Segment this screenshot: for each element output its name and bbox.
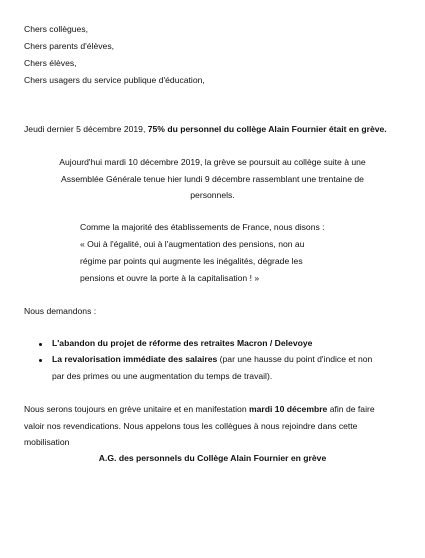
demand-item-2-bold: La revalorisation immédiate des salaires (52, 354, 218, 364)
demand-item-1-bold: L'abandon du projet de réforme des retraites Macron / Delevoye (52, 338, 313, 348)
quote-line-2: « Oui à l'égalité, oui à l'augmentation des pensions, non au (80, 239, 305, 249)
strike-line-prefix: Jeudi dernier 5 décembre 2019, (24, 124, 148, 134)
quote-line-3: régime par points qui augmente les inégalités, dégrade les (80, 256, 303, 266)
demand-item-2-continuation: par des primes ou une augmentation du temps de travail). (52, 371, 273, 381)
demand-item-2-text: (par une hausse du point d'indice et non (217, 354, 373, 364)
greeting-line-1: Chers collègues, (24, 24, 89, 34)
closing-line-3: mobilisation (24, 437, 70, 447)
demand-item-2 (52, 354, 372, 365)
demands-heading: Nous demandons : (24, 306, 97, 316)
closing-line-1-bold: mardi 10 décembre (249, 404, 328, 414)
greeting-line-4: Chers usagers du service publique d'éducation, (24, 75, 205, 85)
today-line-3: personnels. (190, 190, 235, 200)
closing-line-2: valoir nos revendications. Nous appelons tous les collègues à nous rejoindre dans cette (24, 421, 358, 431)
greeting-line-2: Chers parents d'élèves, (24, 41, 115, 51)
today-line-2: Assemblée Générale tenue hier lundi 9 décembre rassemblant une trentaine de (61, 174, 364, 184)
today-line-1: Aujourd'hui mardi 10 décembre 2019, la grève se poursuit au collège suite à une (59, 157, 366, 167)
bullet-icon (39, 343, 42, 346)
strike-line (24, 124, 387, 135)
closing-line-1 (24, 404, 375, 415)
closing-line-1-prefix: Nous serons toujours en grève unitaire et en manifestation (24, 404, 249, 414)
demand-item-1 (52, 338, 312, 349)
strike-line-bold: 75% du personnel du collège Alain Fournier était en grève. (147, 124, 387, 134)
closing-line-1-suffix: afin de faire (327, 404, 375, 414)
quote-line-1: Comme la majorité des établissements de France, nous disons : (80, 222, 325, 232)
bullet-icon (39, 359, 42, 362)
quote-line-4: pensions et ouvre la porte à la capitalisation ! » (80, 273, 260, 283)
signature: A.G. des personnels du Collège Alain Fournier en grève (98, 453, 327, 463)
greeting-line-3: Chers élèves, (24, 58, 77, 68)
